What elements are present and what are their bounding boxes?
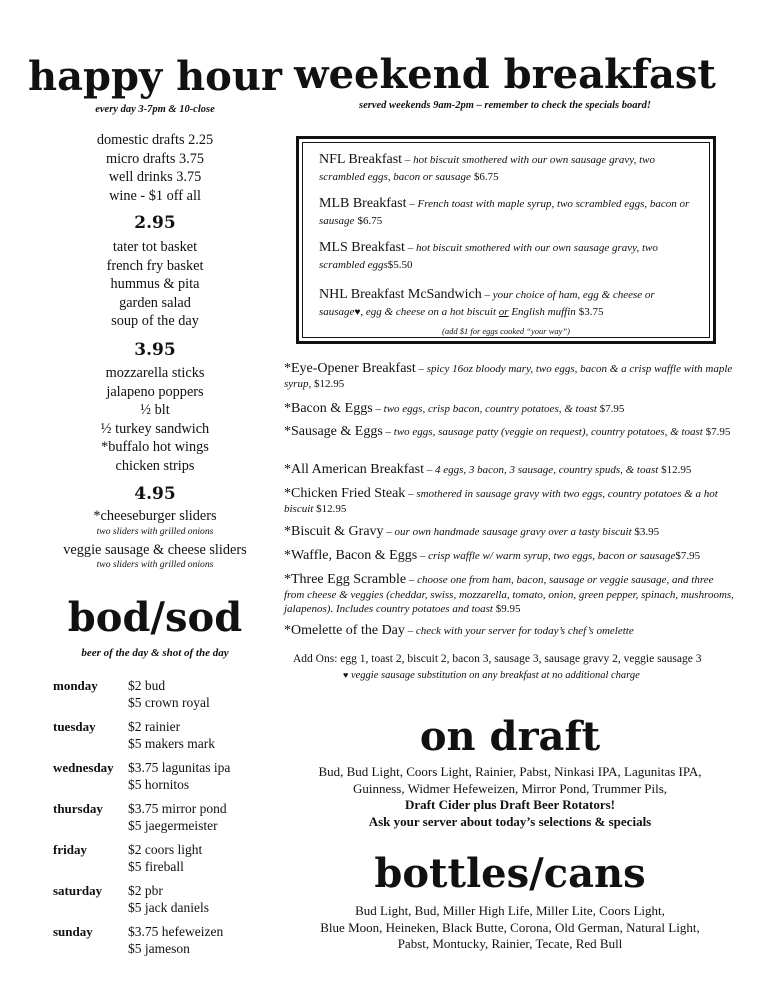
special-name: MLB Breakfast [319,196,407,211]
day-specials [128,719,215,752]
drink-line: micro drafts 3.75 [105,150,205,167]
item-price: $7.95 [599,403,625,415]
special-name: MLS Breakfast [319,240,405,255]
menu-item: chicken strips [115,457,195,474]
special-item [319,196,694,229]
beer-special: $3.75 mirror pond [128,801,227,816]
day-label: friday [53,842,87,857]
drink-line: domestic drafts 2.25 [96,132,214,148]
special-desc: , egg & cheese on a hot biscuit [360,305,499,318]
day-label: thursday [53,801,103,816]
item-desc: – choose one from ham, bacon, sausage or veggie sausage, and three from cheese & veggies (cheddar, swiss, mozzarella, tomato, onion, green pepper, spinach, mushrooms, jalapenos). Includes country potatoes and toast [284,574,734,616]
special-price: $6.75 [357,214,383,227]
day-specials [128,801,227,834]
special-desc: – hot biscuit smothered with our own sausage gravy, two scrambled eggs, bacon or sausage [319,154,655,183]
special-price: $5.50 [387,258,413,271]
weekend-breakfast-title: weekend breakfast [294,51,716,98]
item-desc: – 4 eggs, 3 bacon, 3 sausage, country spuds, & toast [423,464,659,476]
day-label: tuesday [53,719,96,734]
shot-special: $5 fireball [128,858,184,874]
special-name: NHL Breakfast McSandwich [319,287,482,302]
bod-sod-subtitle: beer of the day & shot of the day [81,647,229,659]
day-label: sunday [53,924,93,939]
beer-special: $2 rainier [128,719,181,734]
item-desc: – check with your server for today’s chef’s omelette [404,625,634,637]
menu-item: garden salad [119,294,191,311]
item-desc: – two eggs, crisp bacon, country potatoes, & toast [372,403,597,415]
draft-line: Bud, Bud Light, Coors Light, Rainier, Pabst, Ninkasi IPA, Lagunitas IPA, [318,764,702,779]
draft-line: Draft Cider plus Draft Beer Rotators! [405,797,615,812]
veggie-note [343,670,640,681]
addons-line: Add Ons: egg 1, toast 2, biscuit 2, bacon 3, sausage 3, sausage gravy 2, veggie sausage 3 [293,653,702,665]
bod-sod-title: bod/sod [67,594,243,641]
bottle-line: Blue Moon, Heineken, Black Butte, Corona, Old German, Natural Light, [320,919,700,935]
menu-item: jalapeno poppers [106,383,204,400]
day-label: saturday [53,883,103,898]
special-item [319,152,694,185]
item-name: *Three Egg Scramble [284,572,407,587]
shot-special: $5 crown royal [128,694,210,710]
item-price: $7.95 [705,426,731,438]
menu-item: soup of the day [111,313,199,329]
special-desc: English muffin [508,305,576,318]
special-desc: – your choice of ham, egg & cheese or sausage [319,289,655,318]
item-price: $3.95 [634,526,660,538]
tier-items [20,364,290,475]
shot-special: $5 makers mark [128,735,215,751]
special-item [319,287,694,320]
shot-special: $5 hornitos [128,776,190,792]
menu-item-note: two sliders with grilled onions [96,525,214,537]
special-desc: – hot biscuit smothered with our own sausage gravy, two scrambled eggs [319,242,658,271]
item-name: *Eye-Opener Breakfast [284,361,416,376]
on-draft-list [270,764,750,830]
item-price: $9.95 [495,603,521,616]
beer-special: $2 bud [128,678,166,693]
beer-special: $2 pbr [128,883,163,898]
breakfast-item [284,402,734,417]
day-specials [128,842,202,875]
day-specials [128,924,223,957]
tier-price: 2.95 [134,213,176,233]
day-specials [128,760,230,793]
item-price: $12.95 [313,377,345,390]
eggs-note: (add $1 for eggs cooked “your way”) [442,326,570,336]
item-price: $12.95 [316,502,347,515]
bottle-line: Pabst, Montucky, Rainier, Tecate, Red Bull [397,936,623,951]
item-name: *All American Breakfast [284,462,424,477]
drink-line: wine - $1 off all [109,187,201,204]
item-name: *Bacon & Eggs [284,401,373,416]
tier-price: 3.95 [134,340,176,360]
bottles-cans-list [270,903,750,953]
breakfast-item [284,425,734,440]
breakfast-item [284,463,734,478]
special-desc: or [498,305,509,318]
day-specials [128,883,209,916]
day-specials [128,678,210,711]
beer-special: $3.75 hefeweizen [128,924,224,939]
shot-special: $5 jack daniels [128,899,209,915]
item-name: *Omelette of the Day [284,623,405,638]
menu-item: mozzarella sticks [105,365,205,381]
item-desc: – crisp waffle w/ warm syrup, two eggs, bacon or sausage [417,550,676,562]
item-desc: – spicy 16oz bloody mary, two eggs, bacon & a crisp waffle with maple syrup, [284,363,733,390]
tier-items [20,507,290,570]
bottle-line: Bud Light, Bud, Miller High Life, Miller Lite, Coors Light, [355,903,665,918]
breakfast-item [284,573,734,617]
menu-item: ½ blt [140,402,170,418]
shot-special: $5 jaegermeister [128,817,218,833]
breakfast-item [284,525,734,540]
item-desc: – our own handmade sausage gravy over a tasty biscuit [383,526,632,538]
menu-item: ½ turkey sandwich [100,420,210,437]
item-price: $7.95 [675,550,701,562]
day-label: wednesday [53,760,114,775]
tier-items [20,238,290,331]
breakfast-item [284,549,734,564]
heart-icon: ♥ [343,670,349,680]
item-name: *Chicken Fried Steak [284,486,406,501]
breakfast-specials-box [296,136,716,344]
breakfast-item [284,362,734,391]
draft-line: Ask your server about today’s selections & specials [368,813,652,829]
special-desc: – French toast with maple syrup, two scrambled eggs, bacon or sausage [319,198,690,227]
item-name: *Waffle, Bacon & Eggs [284,548,418,563]
menu-item-note: two sliders with grilled onions [96,559,214,570]
breakfast-item [284,624,734,639]
menu-item: veggie sausage & cheese sliders [63,541,247,558]
shot-special: $5 jameson [128,940,190,956]
menu-item: *buffalo hot wings [101,439,209,455]
menu-item: hummus & pita [110,276,200,292]
tier-price: 4.95 [134,484,176,504]
item-name: *Sausage & Eggs [284,424,383,439]
special-price: $6.75 [473,170,499,183]
on-draft-title: on draft [419,713,601,760]
heart-icon: ♥ [354,306,361,318]
special-price: $3.75 [578,305,604,318]
menu-item: french fry basket [106,257,204,274]
veggie-note-text: veggie sausage substitution on any breakfast at no additional charge [348,670,640,681]
special-item [319,240,694,273]
item-desc: – two eggs, sausage patty (veggie on request), country potatoes, & toast [382,426,703,438]
item-name: *Biscuit & Gravy [284,524,384,539]
happy-hour-subtitle: every day 3-7pm & 10-close [95,104,215,115]
special-name: NFL Breakfast [319,152,403,167]
item-desc: – smothered in sausage gravy with two eggs, country potatoes & a hot biscuit [284,488,718,515]
happy-hour-title: happy hour [27,53,283,100]
happy-hour-drinks [20,131,290,205]
menu-item: tater tot basket [112,239,198,255]
weekend-breakfast-subtitle: served weekends 9am-2pm – remember to check the specials board! [359,100,651,111]
breakfast-item [284,487,734,516]
beer-special: $2 coors light [128,842,203,857]
day-label: monday [53,678,98,693]
draft-line: Guinness, Widmer Hefeweizen, Mirror Pond, Trummer Pils, [352,780,668,796]
beer-special: $3.75 lagunitas ipa [128,760,231,775]
item-price: $12.95 [661,464,692,476]
menu-item: *cheeseburger sliders [93,508,217,524]
bottles-cans-title: bottles/cans [374,850,646,897]
drink-line: well drinks 3.75 [108,169,202,185]
